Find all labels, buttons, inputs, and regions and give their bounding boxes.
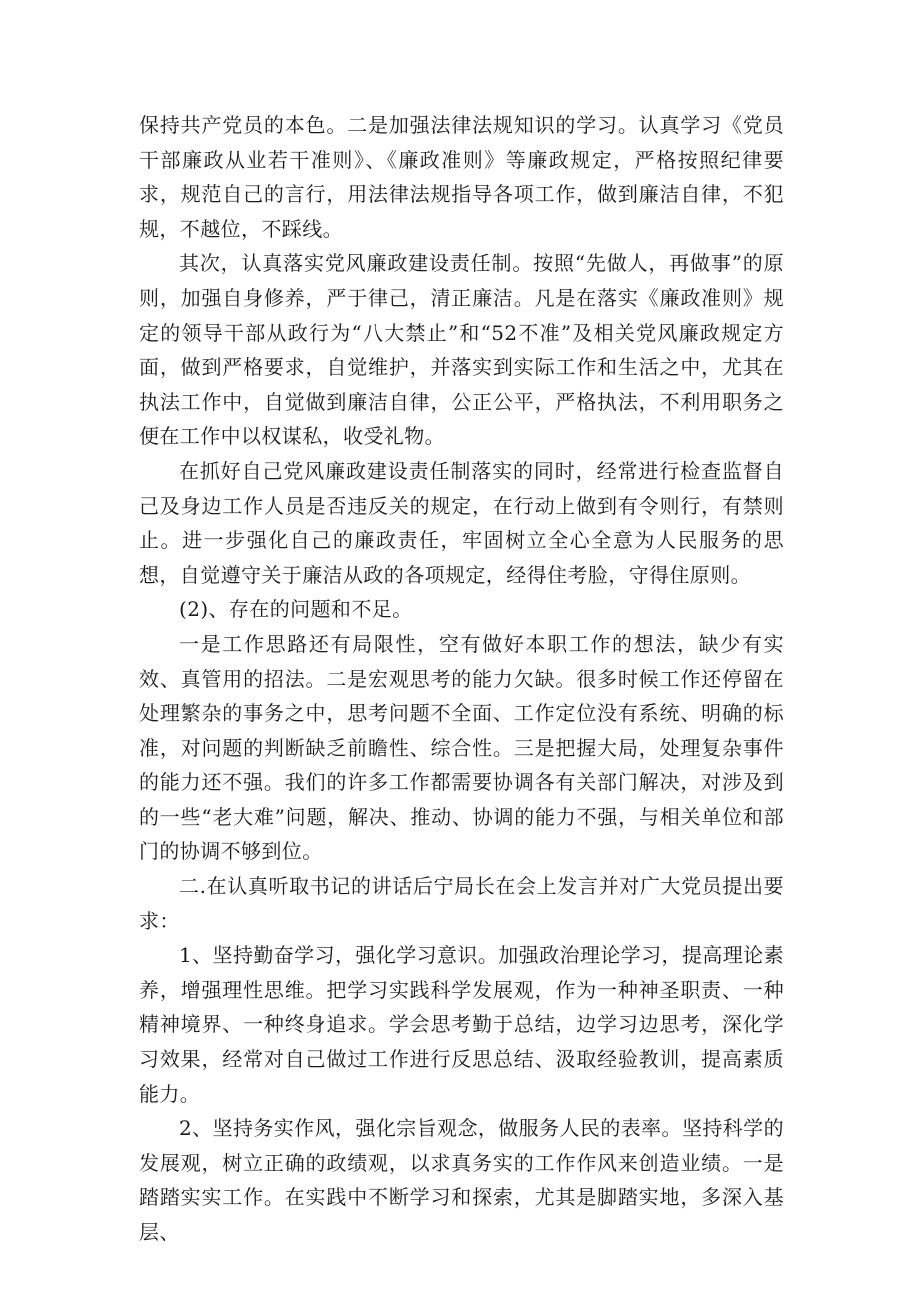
paragraph-continuation: 保持共产党员的本色。二是加强法律法规知识的学习。认真学习《党员干部廉政从业若干准则》、《廉政准则》等廉政规定，严格按照纪律要求，规范自己的言行，用法律法规指导各项工作，做到廉洁自律，不犯规，不越位，不踩线。 (139, 113, 784, 241)
paragraph-requirement-2: 2、坚持务实作风，强化宗旨观念，做服务人民的表率。坚持科学的发展观，树立正确的政绩观，以求真务实的工作作风来创造业绩。一是踏踏实实工作。在实践中不断学习和探索，尤其是脚踏实地，多深入基层、 (139, 1116, 784, 1244)
document-body (139, 108, 784, 1250)
paragraph-problems: 一是工作思路还有局限性，空有做好本职工作的想法，缺少有实效、真管用的招法。二是宏观思考的能力欠缺。很多时候工作还停留在处理繁杂的事务之中，思考问题不全面、工作定位没有系统、明确的标准，对问题的判断缺乏前瞻性、综合性。三是把握大局，处理复杂事件的能力还不强。我们的许多工作都需要协调各有关部门解决，对涉及到的一些“老大难”问题，解决、推动、协调的能力不强，与相关单位和部门的协调不够到位。 (139, 631, 784, 864)
section-heading-requirements: 二.在认真听取书记的讲话后宁局长在会上发言并对广大党员提出要求： (139, 874, 784, 933)
paragraph-requirement-1: 1、坚持勤奋学习，强化学习意识。加强政治理论学习，提高理论素养，增强理性思维。把学习实践科学发展观，作为一种神圣职责、一种精神境界、一种终身追求。学会思考勤于总结，边学习边思考，深化学习效果，经常对自己做过工作进行反思总结、汲取经验教训，提高素质能力。 (139, 943, 784, 1106)
paragraph-responsibility-system: 其次，认真落实党风廉政建设责任制。按照“先做人，再做事”的原则，加强自身修养，严于律己，清正廉洁。凡是在落实《廉政准则》规定的领导干部从政行为“八大禁止”和“52不准”及相关党风廉政规定方面，做到严格要求，自觉维护，并落实到实际工作和生活之中，尤其在执法工作中，自觉做到廉洁自律，公正公平，严格执法，不利用职务之便在工作中以权谋私，收受礼物。 (139, 251, 784, 449)
paragraph-supervision: 在抓好自己党风廉政建设责任制落实的同时，经常进行检查监督自己及身边工作人员是否违反关的规定，在行动上做到有令则行，有禁则止。进一步强化自己的廉政责任，牢固树立全心全意为人民服务的思想，自觉遵守关于廉洁从政的各项规定，经得住考脸，守得住原则。 (139, 458, 784, 587)
section-heading-problems: (2)、存在的问题和不足。 (179, 597, 413, 622)
